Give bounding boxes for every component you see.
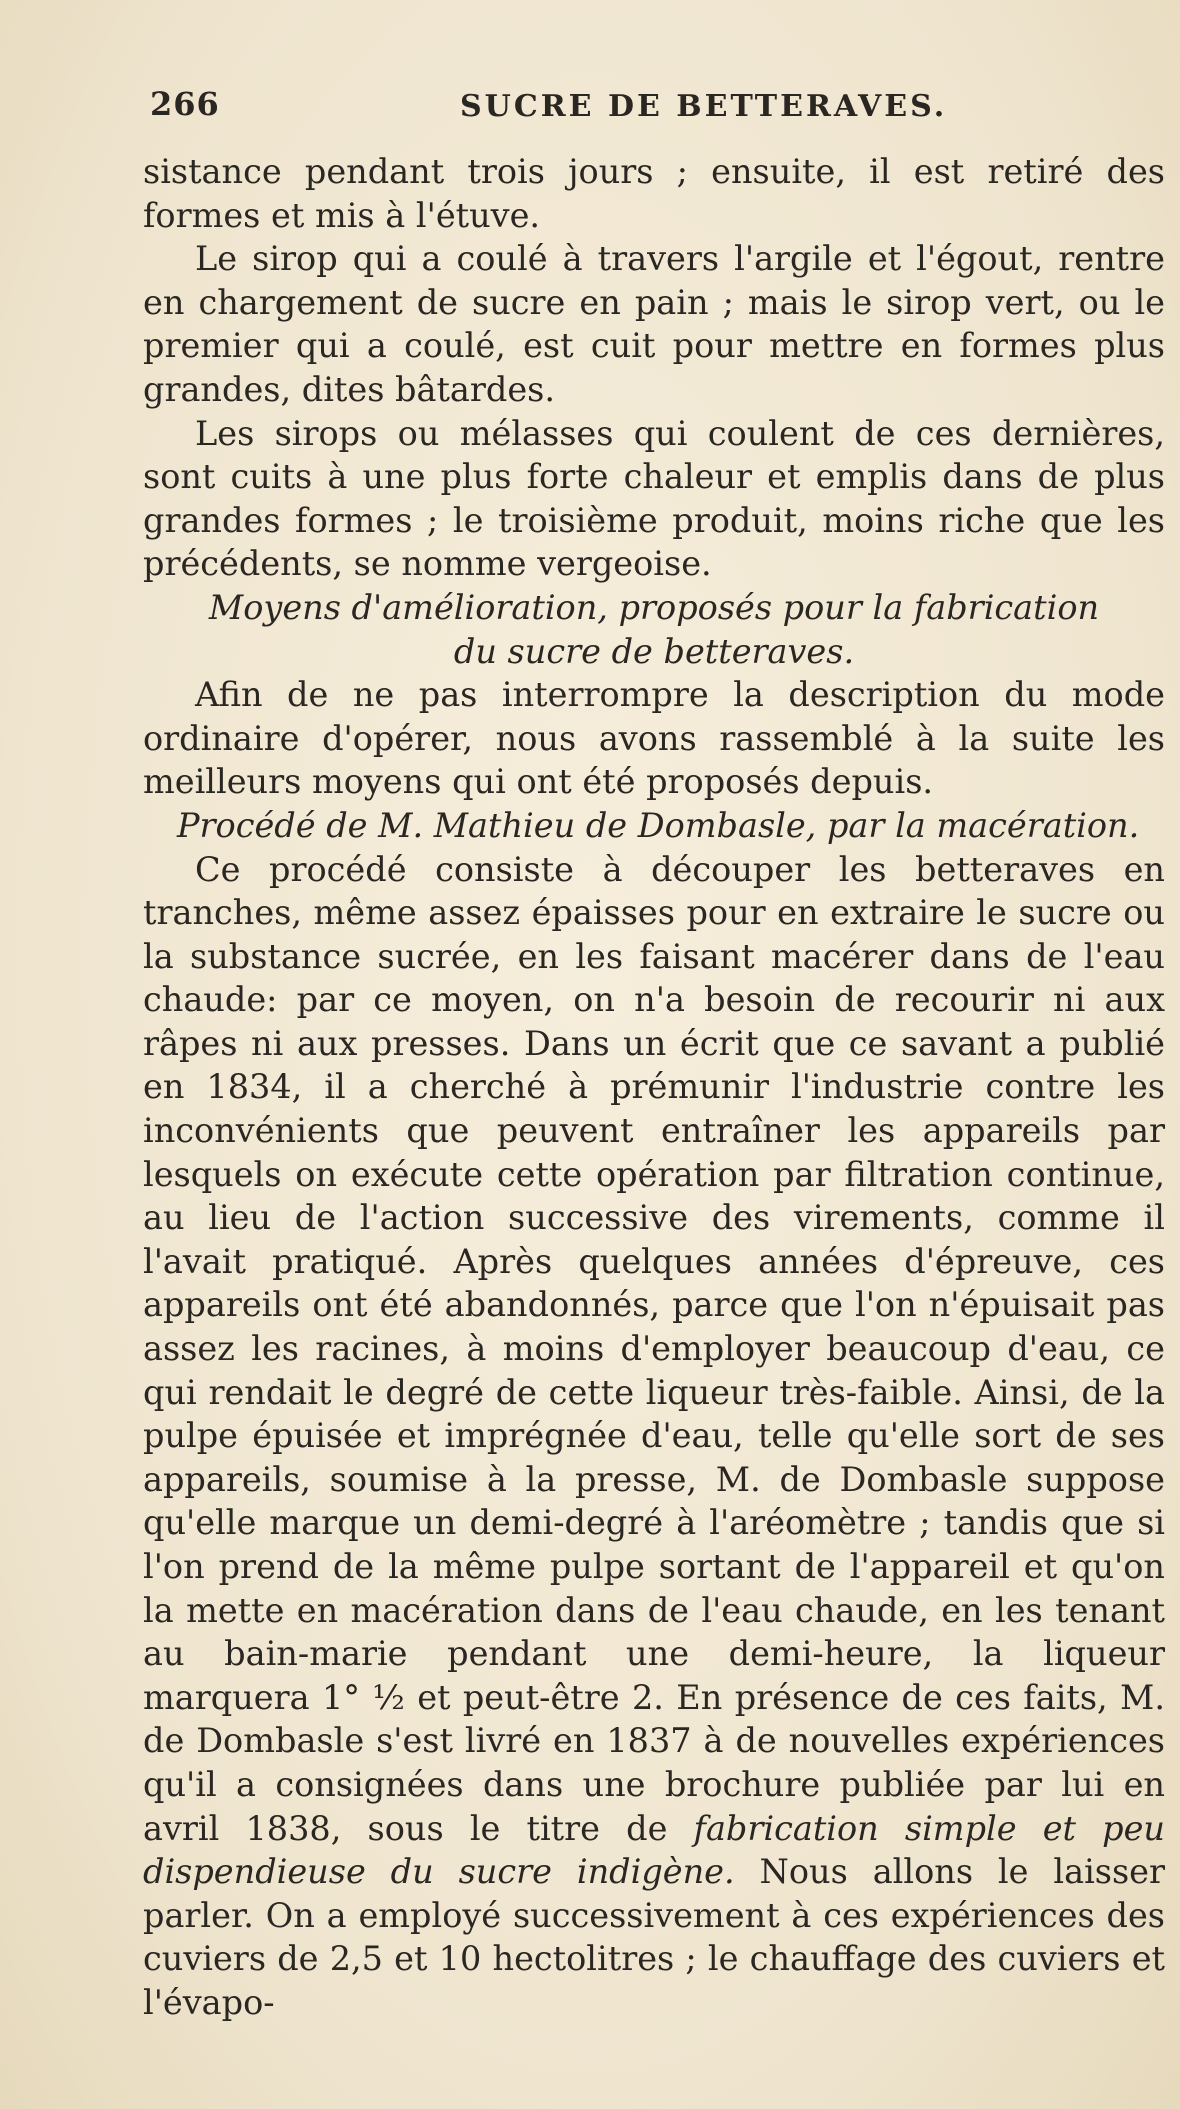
intro-paragraph: Afin de ne pas interrompre la description du mode ordinaire d'opérer, nous avons rassemblé à la suite les meilleurs moyens qui ont été proposés depuis. xyxy=(143,675,1165,802)
procedure-heading xyxy=(143,804,1165,848)
procedure-suffix: par la macération. xyxy=(826,805,1140,845)
main-paragraph xyxy=(143,848,1165,2025)
main-paragraph-end: Nous allons le laisser parler. On a employé successivement à ces expériences des cuviers de 2,5 et 10 hectolitres ; le chauffage des cuviers et l'évapo- xyxy=(143,1852,1166,2022)
page-number: 266 xyxy=(150,85,220,123)
section-heading-line-1: Moyens d'amélioration, proposés pour la fabrication xyxy=(208,587,1100,627)
paragraph: Le sirop qui a coulé à travers l'argile et l'égout, rentre en chargement de sucre en pain ; mais le sirop vert, ou le premier qui a coulé, est cuit pour mettre en formes plus grandes, dites bâtardes. xyxy=(143,239,1165,409)
procedure-name: M. Mathieu de Dombasle, xyxy=(367,805,827,845)
page-header xyxy=(150,85,1150,133)
running-title: SUCRE DE BETTERAVES. xyxy=(460,89,948,124)
paragraph: Les sirops ou mélasses qui coulent de ces dernières, sont cuits à une plus forte chaleur et emplis dans de plus grandes formes ; le troisième produit, moins riche que les précédents, se nomme vergeoise. xyxy=(143,413,1165,584)
section-heading-line-2: du sucre de betteraves. xyxy=(453,631,855,671)
brochure-title: fabrication simple et peu dispendieuse du sucre indigène. xyxy=(143,1808,1165,1892)
paragraph: sistance pendant trois jours ; ensuite, il est retiré des formes et mis à l'étuve. xyxy=(143,152,1165,235)
page-body xyxy=(143,150,1165,2025)
section-heading xyxy=(143,586,1165,673)
procedure-prefix: Procédé de xyxy=(177,805,368,845)
main-paragraph-text: Ce procédé consiste à découper les betteraves en tranches, même assez épaisses pour en extraire le sucre ou la substance sucrée, en les faisant macérer dans de l'eau chaude: par ce moyen, on n'a besoin de recourir ni aux râpes ni aux presses. Dans un écrit que ce savant a publié en 1834, il a cherché à prémunir l'industrie contre les inconvénients que peuvent entraîner les appareils par lesquels on exécute cette opération par filtration continue, au lieu de l'action successive des virements, comme il l'avait pratiqué. Après quelques années d'épreuve, ces appareils ont été abandonnés, parce que l'on n'épuisait pas assez les racines, à moins d'employer beaucoup d'eau, ce qui rendait le degré de cette liqueur très-faible. Ainsi, de la pulpe épuisée et imprégnée d'eau, telle qu'elle sort de ses appareils, soumise à la presse, M. de Dombasle suppose qu'elle marque un demi-degré à l'aréomètre ; tandis que si l'on prend de la même pulpe sortant de l'appareil et qu'on la mette en macération dans de l'eau chaude, en les tenant au bain-marie pendant une demi-heure, la liqueur marquera 1° ½ et peut-être 2. En présence de ces faits, M. de Dombasle s'est livré en 1837 à de nouvelles expériences qu'il a consignées dans une brochure publiée par lui en avril 1838, sous le titre de xyxy=(143,849,1165,1848)
